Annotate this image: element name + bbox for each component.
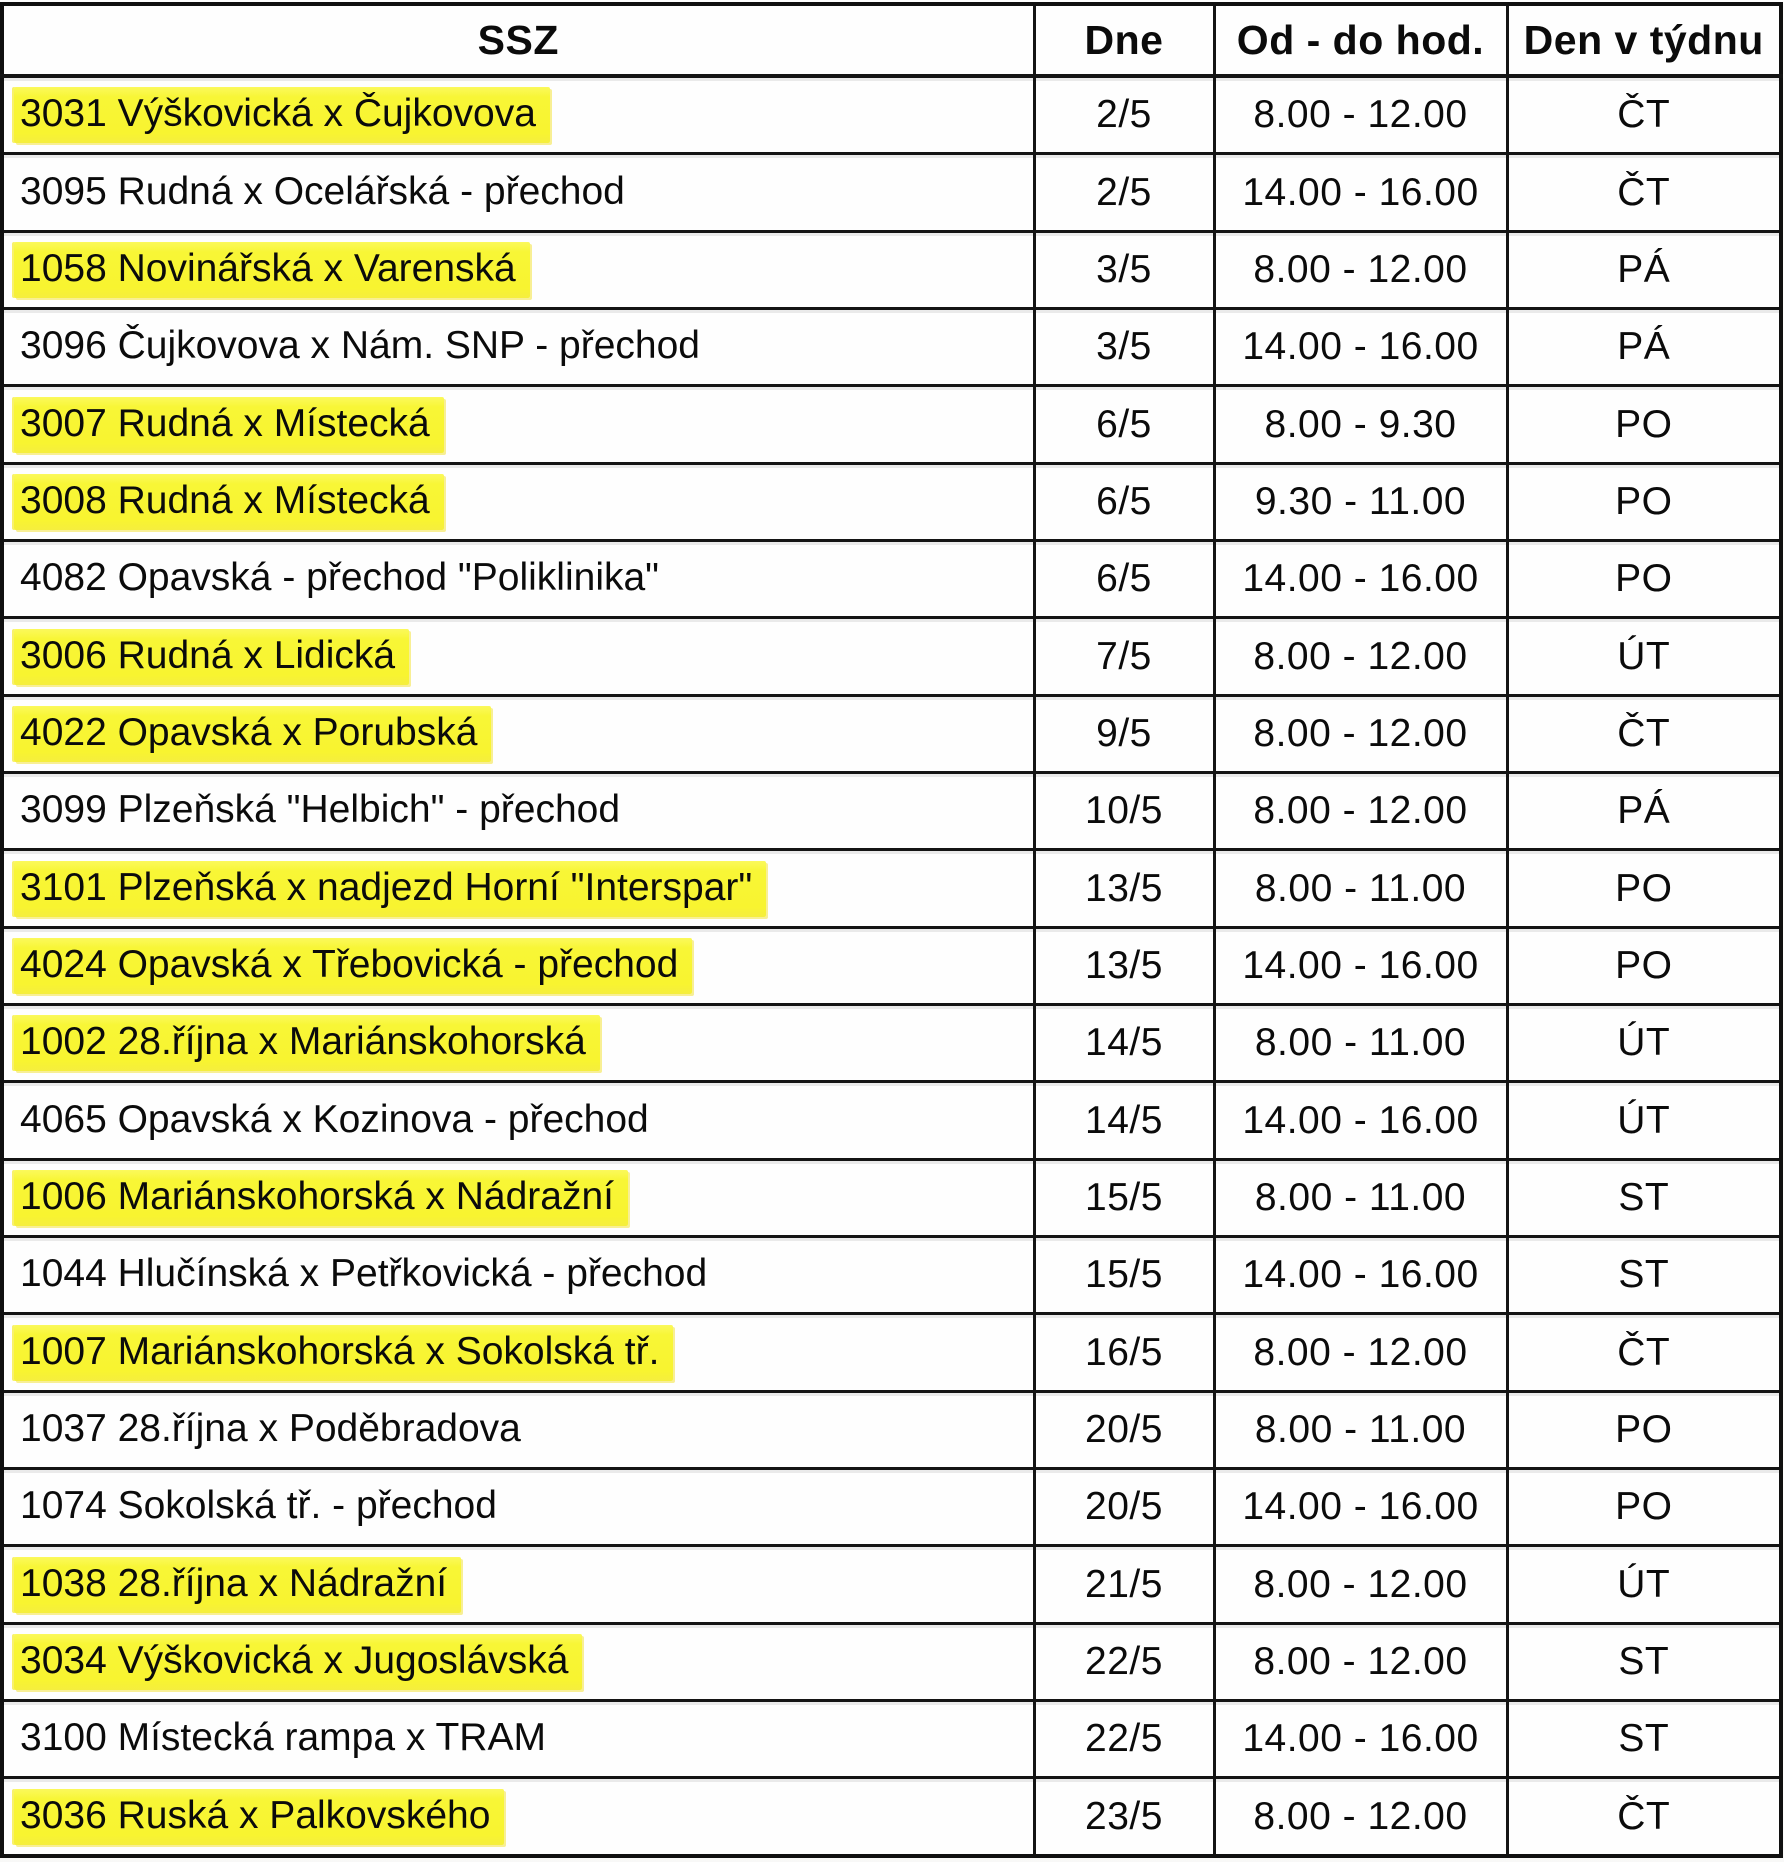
ssz-cell <box>2 309 1034 386</box>
date-cell: 16/5 <box>1034 1314 1214 1391</box>
time-range-cell: 8.00 - 12.00 <box>1214 76 1507 154</box>
date-cell: 15/5 <box>1034 1237 1214 1314</box>
col-header-od-do-hod: Od - do hod. <box>1214 4 1507 76</box>
col-header-ssz: SSZ <box>2 4 1034 76</box>
weekday-cell: ÚT <box>1507 1082 1781 1159</box>
table-row <box>2 386 1781 463</box>
date-cell: 10/5 <box>1034 773 1214 850</box>
ssz-label: 3096 Čujkovova x Nám. SNP - přechod <box>20 324 700 368</box>
time-range-cell: 14.00 - 16.00 <box>1214 541 1507 618</box>
ssz-cell <box>2 695 1034 772</box>
ssz-label: 3100 Místecká rampa x TRAM <box>20 1716 546 1760</box>
ssz-label: 4082 Opavská - přechod "Poliklinika" <box>20 556 660 600</box>
weekday-cell: PÁ <box>1507 231 1781 308</box>
date-cell: 23/5 <box>1034 1778 1214 1856</box>
weekday-cell: ČT <box>1507 1778 1781 1856</box>
weekday-cell: PO <box>1507 850 1781 927</box>
time-range-cell: 8.00 - 12.00 <box>1214 1546 1507 1623</box>
ssz-cell <box>2 1082 1034 1159</box>
ssz-cell <box>2 850 1034 927</box>
table-row <box>2 1314 1781 1391</box>
table-row <box>2 231 1781 308</box>
table-row <box>2 1391 1781 1468</box>
time-range-cell: 8.00 - 12.00 <box>1214 1623 1507 1700</box>
ssz-cell <box>2 773 1034 850</box>
table-row <box>2 1159 1781 1236</box>
weekday-cell: ČT <box>1507 76 1781 154</box>
ssz-label: 1002 28.října x Mariánskohorská <box>14 1015 600 1071</box>
ssz-cell <box>2 386 1034 463</box>
table-row <box>2 695 1781 772</box>
time-range-cell: 8.00 - 11.00 <box>1214 1391 1507 1468</box>
date-cell: 9/5 <box>1034 695 1214 772</box>
table-row <box>2 1005 1781 1082</box>
ssz-label: 3008 Rudná x Místecká <box>14 474 444 530</box>
table-row <box>2 1237 1781 1314</box>
date-cell: 6/5 <box>1034 463 1214 540</box>
weekday-cell: PO <box>1507 1391 1781 1468</box>
ssz-label: 1044 Hlučínská x Petřkovická - přechod <box>20 1252 708 1296</box>
table-body <box>2 76 1781 1856</box>
ssz-cell <box>2 618 1034 695</box>
ssz-cell <box>2 541 1034 618</box>
weekday-cell: PO <box>1507 386 1781 463</box>
col-header-dne: Dne <box>1034 4 1214 76</box>
date-cell: 2/5 <box>1034 154 1214 231</box>
weekday-cell: ČT <box>1507 154 1781 231</box>
ssz-cell <box>2 1159 1034 1236</box>
table-row <box>2 773 1781 850</box>
weekday-cell: ČT <box>1507 1314 1781 1391</box>
date-cell: 20/5 <box>1034 1469 1214 1546</box>
ssz-label: 4065 Opavská x Kozinova - přechod <box>20 1097 649 1141</box>
date-cell: 2/5 <box>1034 76 1214 154</box>
date-cell: 13/5 <box>1034 927 1214 1004</box>
table-row <box>2 309 1781 386</box>
ssz-cell <box>2 1469 1034 1546</box>
ssz-label: 1058 Novinářská x Varenská <box>14 242 530 298</box>
weekday-cell: ÚT <box>1507 1005 1781 1082</box>
table-header <box>2 4 1781 76</box>
time-range-cell: 14.00 - 16.00 <box>1214 154 1507 231</box>
time-range-cell: 8.00 - 12.00 <box>1214 231 1507 308</box>
date-cell: 6/5 <box>1034 541 1214 618</box>
ssz-label: 3101 Plzeňská x nadjezd Horní "Interspar" <box>14 861 766 917</box>
ssz-cell <box>2 1314 1034 1391</box>
date-cell: 21/5 <box>1034 1546 1214 1623</box>
ssz-cell <box>2 1778 1034 1856</box>
weekday-cell: ČT <box>1507 695 1781 772</box>
weekday-cell: PÁ <box>1507 773 1781 850</box>
time-range-cell: 8.00 - 12.00 <box>1214 695 1507 772</box>
time-range-cell: 14.00 - 16.00 <box>1214 1237 1507 1314</box>
ssz-cell <box>2 463 1034 540</box>
ssz-label: 1038 28.října x Nádražní <box>14 1557 461 1613</box>
time-range-cell: 8.00 - 12.00 <box>1214 1778 1507 1856</box>
ssz-label: 3006 Rudná x Lidická <box>14 629 409 685</box>
weekday-cell: ST <box>1507 1237 1781 1314</box>
ssz-cell <box>2 154 1034 231</box>
table-row <box>2 1082 1781 1159</box>
time-range-cell: 8.00 - 12.00 <box>1214 618 1507 695</box>
date-cell: 3/5 <box>1034 309 1214 386</box>
ssz-cell <box>2 76 1034 154</box>
table-row <box>2 1701 1781 1778</box>
table-row <box>2 850 1781 927</box>
date-cell: 7/5 <box>1034 618 1214 695</box>
ssz-label: 1006 Mariánskohorská x Nádražní <box>14 1170 628 1226</box>
ssz-cell <box>2 1546 1034 1623</box>
date-cell: 13/5 <box>1034 850 1214 927</box>
ssz-label: 1037 28.října x Poděbradova <box>20 1406 521 1450</box>
ssz-cell <box>2 1623 1034 1700</box>
header-row <box>2 4 1781 76</box>
ssz-label: 4024 Opavská x Třebovická - přechod <box>14 938 692 994</box>
date-cell: 20/5 <box>1034 1391 1214 1468</box>
table-row <box>2 541 1781 618</box>
time-range-cell: 14.00 - 16.00 <box>1214 1082 1507 1159</box>
scanned-schedule-page <box>0 2 1784 1862</box>
weekday-cell: ST <box>1507 1701 1781 1778</box>
ssz-label: 3007 Rudná x Místecká <box>14 397 444 453</box>
date-cell: 14/5 <box>1034 1005 1214 1082</box>
date-cell: 15/5 <box>1034 1159 1214 1236</box>
time-range-cell: 14.00 - 16.00 <box>1214 309 1507 386</box>
time-range-cell: 8.00 - 12.00 <box>1214 773 1507 850</box>
date-cell: 22/5 <box>1034 1701 1214 1778</box>
table-row <box>2 927 1781 1004</box>
date-cell: 14/5 <box>1034 1082 1214 1159</box>
ssz-label: 3031 Výškovická x Čujkovova <box>14 87 550 143</box>
weekday-cell: ÚT <box>1507 1546 1781 1623</box>
date-cell: 22/5 <box>1034 1623 1214 1700</box>
time-range-cell: 8.00 - 11.00 <box>1214 850 1507 927</box>
weekday-cell: PÁ <box>1507 309 1781 386</box>
table-row <box>2 76 1781 154</box>
ssz-cell <box>2 231 1034 308</box>
table-row <box>2 1778 1781 1856</box>
ssz-cell <box>2 1391 1034 1468</box>
weekday-cell: PO <box>1507 463 1781 540</box>
ssz-cell <box>2 1701 1034 1778</box>
time-range-cell: 14.00 - 16.00 <box>1214 927 1507 1004</box>
weekday-cell: PO <box>1507 927 1781 1004</box>
table-row <box>2 1469 1781 1546</box>
weekday-cell: ST <box>1507 1623 1781 1700</box>
ssz-cell <box>2 1237 1034 1314</box>
ssz-label: 3095 Rudná x Ocelářská - přechod <box>20 169 625 213</box>
ssz-label: 3034 Výškovická x Jugoslávská <box>14 1634 582 1690</box>
ssz-cell <box>2 927 1034 1004</box>
ssz-schedule-table <box>0 2 1783 1858</box>
time-range-cell: 8.00 - 11.00 <box>1214 1005 1507 1082</box>
ssz-label: 3036 Ruská x Palkovského <box>14 1789 504 1845</box>
table-row <box>2 1546 1781 1623</box>
time-range-cell: 14.00 - 16.00 <box>1214 1469 1507 1546</box>
time-range-cell: 8.00 - 9.30 <box>1214 386 1507 463</box>
col-header-den-v-tydnu: Den v týdnu <box>1507 4 1781 76</box>
ssz-label: 1074 Sokolská tř. - přechod <box>20 1484 497 1528</box>
ssz-label: 1007 Mariánskohorská x Sokolská tř. <box>14 1325 673 1381</box>
ssz-cell <box>2 1005 1034 1082</box>
time-range-cell: 14.00 - 16.00 <box>1214 1701 1507 1778</box>
date-cell: 3/5 <box>1034 231 1214 308</box>
table-row <box>2 154 1781 231</box>
time-range-cell: 8.00 - 11.00 <box>1214 1159 1507 1236</box>
table-row <box>2 463 1781 540</box>
date-cell: 6/5 <box>1034 386 1214 463</box>
ssz-label: 3099 Plzeňská "Helbich" - přechod <box>20 788 621 832</box>
weekday-cell: PO <box>1507 1469 1781 1546</box>
weekday-cell: ST <box>1507 1159 1781 1236</box>
time-range-cell: 9.30 - 11.00 <box>1214 463 1507 540</box>
weekday-cell: ÚT <box>1507 618 1781 695</box>
table-row <box>2 618 1781 695</box>
ssz-label: 4022 Opavská x Porubská <box>14 706 491 762</box>
table-row <box>2 1623 1781 1700</box>
time-range-cell: 8.00 - 12.00 <box>1214 1314 1507 1391</box>
weekday-cell: PO <box>1507 541 1781 618</box>
